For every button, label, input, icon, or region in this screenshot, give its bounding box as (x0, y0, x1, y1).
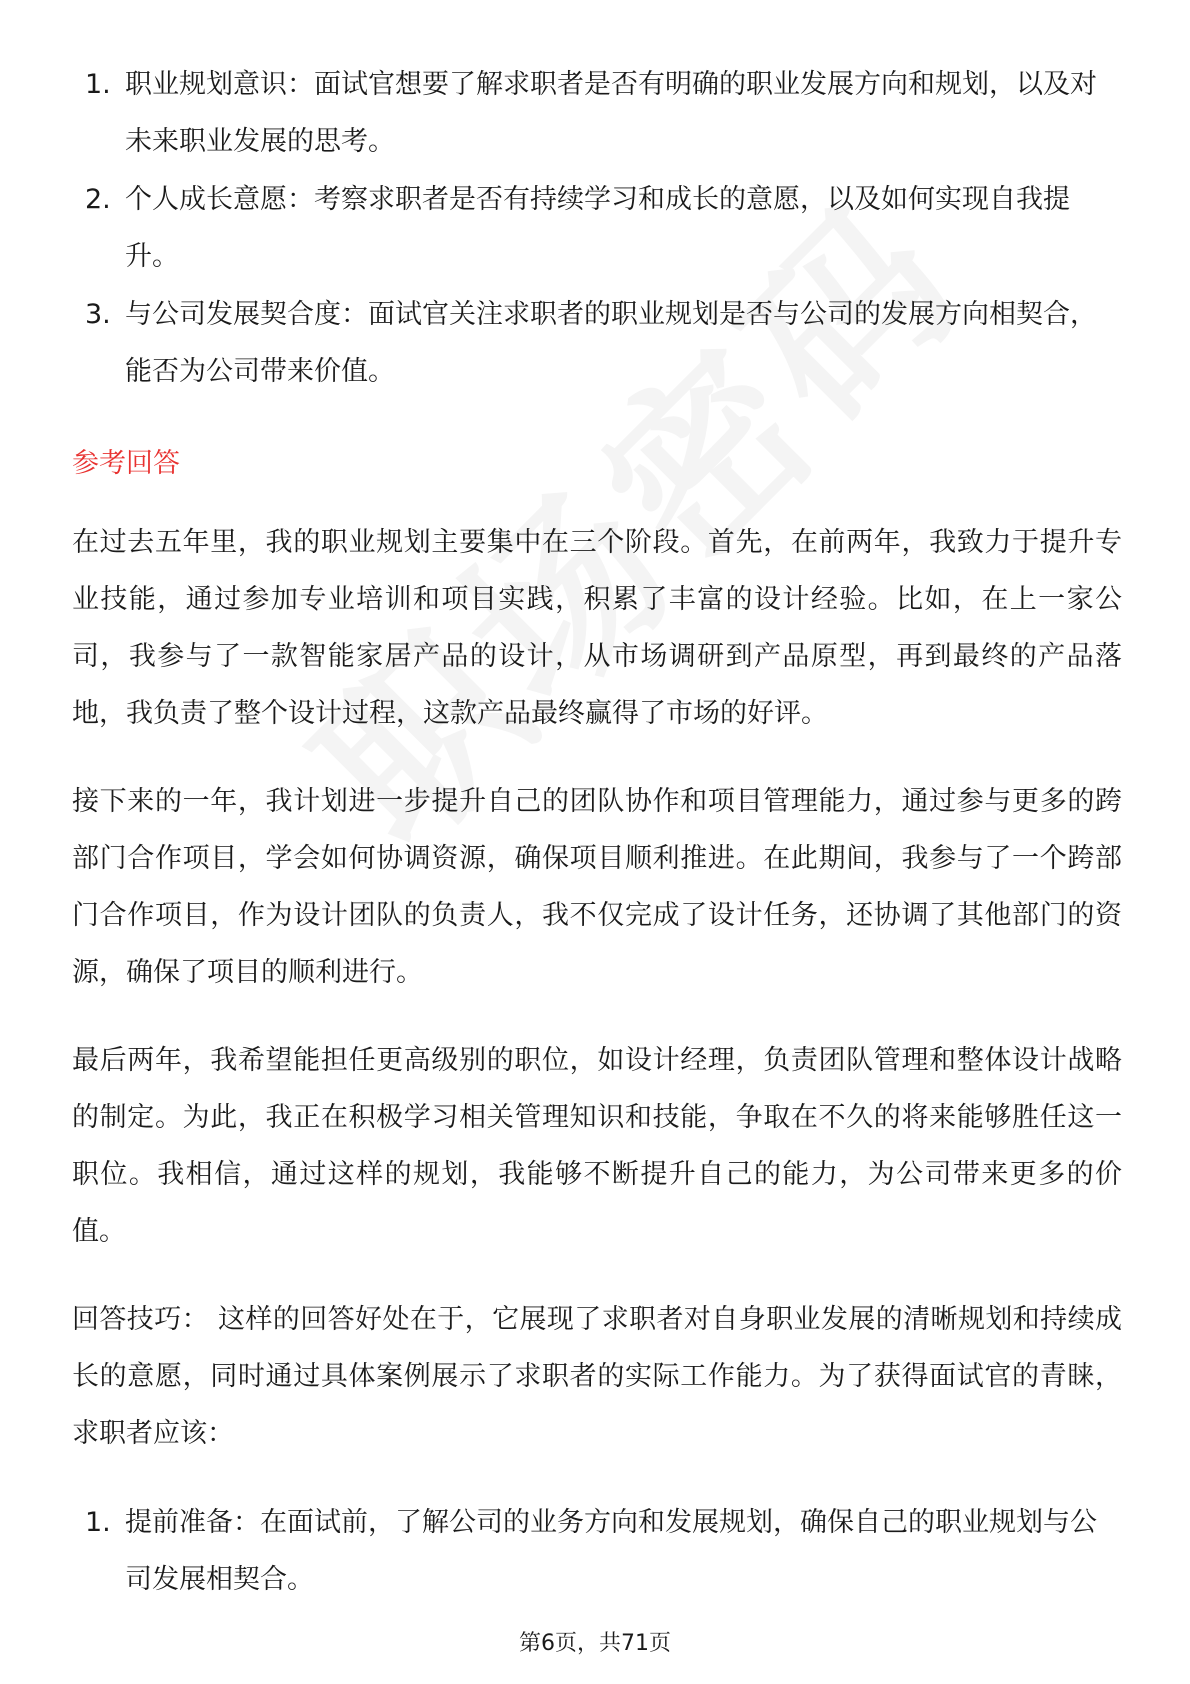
list-text: 提前准备：在面试前，了解公司的业务方向和发展规划，确保自己的职业规划与公司发展相契合。 (125, 1507, 1097, 1595)
list-number: 1. (85, 1507, 111, 1538)
document-body (72, 56, 1122, 1608)
list-number: 2. (85, 184, 111, 215)
question-focus-list (72, 56, 1122, 400)
list-item (72, 56, 1122, 170)
paragraph: 回答技巧： 这样的回答好处在于，它展现了求职者对自身职业发展的清晰规划和持续成长的意愿，同时通过具体案例展示了求职者的实际工作能力。为了获得面试官的青睐，求职者应该： (72, 1304, 1122, 1449)
paragraph: 接下来的一年，我计划进一步提升自己的团队协作和项目管理能力，通过参与更多的跨部门合作项目，学会如何协调资源，确保项目顺利推进。在此期间，我参与了一个跨部门合作项目，作为设计团队的负责人，我不仅完成了设计任务，还协调了其他部门的资源，确保了项目的顺利进行。 (72, 786, 1122, 988)
page-number: 第6页，共71页 (519, 1631, 671, 1656)
paragraph: 最后两年，我希望能担任更高级别的职位，如设计经理，负责团队管理和整体设计战略的制定。为此，我正在积极学习相关管理知识和技能，争取在不久的将来能够胜任这一职位。我相信，通过这样的规划，我能够不断提升自己的能力，为公司带来更多的价值。 (72, 1045, 1122, 1247)
list-number: 3. (85, 299, 111, 330)
list-text: 与公司发展契合度：面试官关注求职者的职业规划是否与公司的发展方向相契合，能否为公司带来价值。 (125, 299, 1097, 387)
tips-list (72, 1494, 1122, 1608)
section-heading: 参考回答 (72, 448, 180, 479)
list-text: 职业规划意识：面试官想要了解求职者是否有明确的职业发展方向和规划，以及对未来职业发展的思考。 (125, 69, 1097, 157)
list-text: 个人成长意愿：考察求职者是否有持续学习和成长的意愿，以及如何实现自我提升。 (125, 184, 1070, 272)
list-item (72, 286, 1122, 400)
paragraph: 在过去五年里，我的职业规划主要集中在三个阶段。首先，在前两年，我致力于提升专业技能，通过参加专业培训和项目实践，积累了丰富的设计经验。比如，在上一家公司，我参与了一款智能家居产品的设计，从市场调研到产品原型，再到最终的产品落地，我负责了整个设计过程，这款产品最终赢得了市场的好评。 (72, 527, 1122, 729)
list-number: 1. (85, 69, 111, 100)
list-item (72, 1494, 1122, 1608)
list-item (72, 171, 1122, 285)
